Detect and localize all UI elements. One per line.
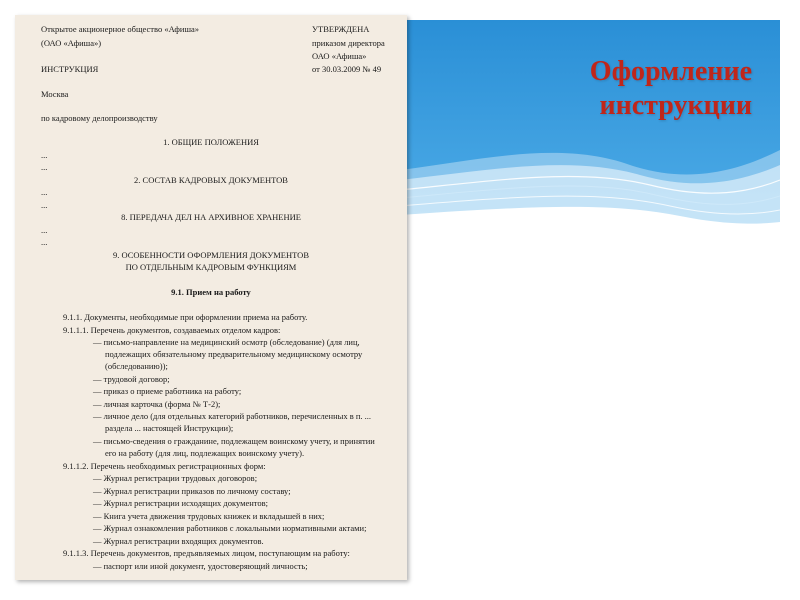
list-item-continuation: (обследованию)); xyxy=(105,361,168,371)
doc-type: ИНСТРУКЦИЯ xyxy=(41,64,99,74)
approved-date: от 30.03.2009 № 49 xyxy=(312,64,382,74)
list-item: — письмо-направление на медицинский осмотр (обследование) (для лиц, xyxy=(93,337,360,347)
section-heading-1: 1. ОБЩИЕ ПОЛОЖЕНИЯ xyxy=(163,137,259,147)
list-item: — Журнал регистрации трудовых договоров; xyxy=(93,473,258,483)
org-short-name: (ОАО «Афиша») xyxy=(41,38,102,48)
paragraph-9-1-1: 9.1.1. Документы, необходимые при оформлении приема на работу. xyxy=(63,312,308,322)
section-heading-8: 8. ПЕРЕДАЧА ДЕЛ НА АРХИВНОЕ ХРАНЕНИЕ xyxy=(121,212,301,222)
approved-org: ОАО «Афиша» xyxy=(312,51,367,61)
ellipsis: ... xyxy=(41,225,48,235)
ellipsis: ... xyxy=(41,237,48,247)
slide-title-line2: инструкции xyxy=(599,90,752,121)
approved-heading: УТВЕРЖДЕНА xyxy=(312,24,370,34)
approved-by: приказом директора xyxy=(312,38,385,48)
slide-title xyxy=(452,55,752,123)
subsection-heading: 9.1. Прием на работу xyxy=(171,287,251,297)
slide-title-line1: Оформление xyxy=(589,56,752,87)
paragraph-9-1-1-2: 9.1.1.2. Перечень необходимых регистрационных форм: xyxy=(63,461,266,471)
list-item-continuation: его на работу (для лиц, подлежащих воинскому учету). xyxy=(105,448,305,458)
section-heading-9-line2: ПО ОТДЕЛЬНЫМ КАДРОВЫМ ФУНКЦИЯМ xyxy=(125,262,297,272)
org-name: Открытое акционерное общество «Афиша» xyxy=(41,24,200,34)
list-item: — паспорт или иной документ, удостоверяющий личность; xyxy=(93,561,308,571)
paragraph-9-1-1-3: 9.1.1.3. Перечень документов, предъявляемых лицом, поступающим на работу: xyxy=(63,548,350,558)
list-item: — Журнал ознакомления работников с локальными нормативными актами; xyxy=(93,523,367,533)
paragraph-9-1-1-1: 9.1.1.1. Перечень документов, создаваемых отделом кадров: xyxy=(63,325,281,335)
section-heading-9-line1: 9. ОСОБЕННОСТИ ОФОРМЛЕНИЯ ДОКУМЕНТОВ xyxy=(112,250,309,260)
list-item: — письмо-сведения о гражданине, подлежащем воинскому учету, и принятии xyxy=(93,436,375,446)
ellipsis: ... xyxy=(41,162,48,172)
list-item: — приказ о приеме работника на работу; xyxy=(93,386,242,396)
list-item-continuation: подлежащих обязательному предварительному медицинскому осмотру xyxy=(105,349,363,359)
list-item: — личная карточка (форма № Т-2); xyxy=(93,399,221,409)
document-page xyxy=(15,15,407,580)
section-heading-2: 2. СОСТАВ КАДРОВЫХ ДОКУМЕНТОВ xyxy=(134,175,288,185)
list-item: — Книга учета движения трудовых книжек и вкладышей в них; xyxy=(93,511,325,521)
list-item: — личное дело (для отдельных категорий работников, перечисленных в п. ... xyxy=(93,411,372,421)
list-item: — Журнал регистрации приказов по личному составу; xyxy=(93,486,291,496)
ellipsis: ... xyxy=(41,200,48,210)
list-item: — Журнал регистрации исходящих документов; xyxy=(93,498,269,508)
doc-subject: по кадровому делопроизводству xyxy=(41,113,158,123)
list-item-continuation: раздела ... настоящей Инструкции); xyxy=(105,423,234,433)
ellipsis: ... xyxy=(41,150,48,160)
list-item: — трудовой договор; xyxy=(93,374,170,384)
doc-city: Москва xyxy=(41,89,69,99)
list-item: — Журнал регистрации входящих документов. xyxy=(93,536,264,546)
ellipsis: ... xyxy=(41,187,48,197)
